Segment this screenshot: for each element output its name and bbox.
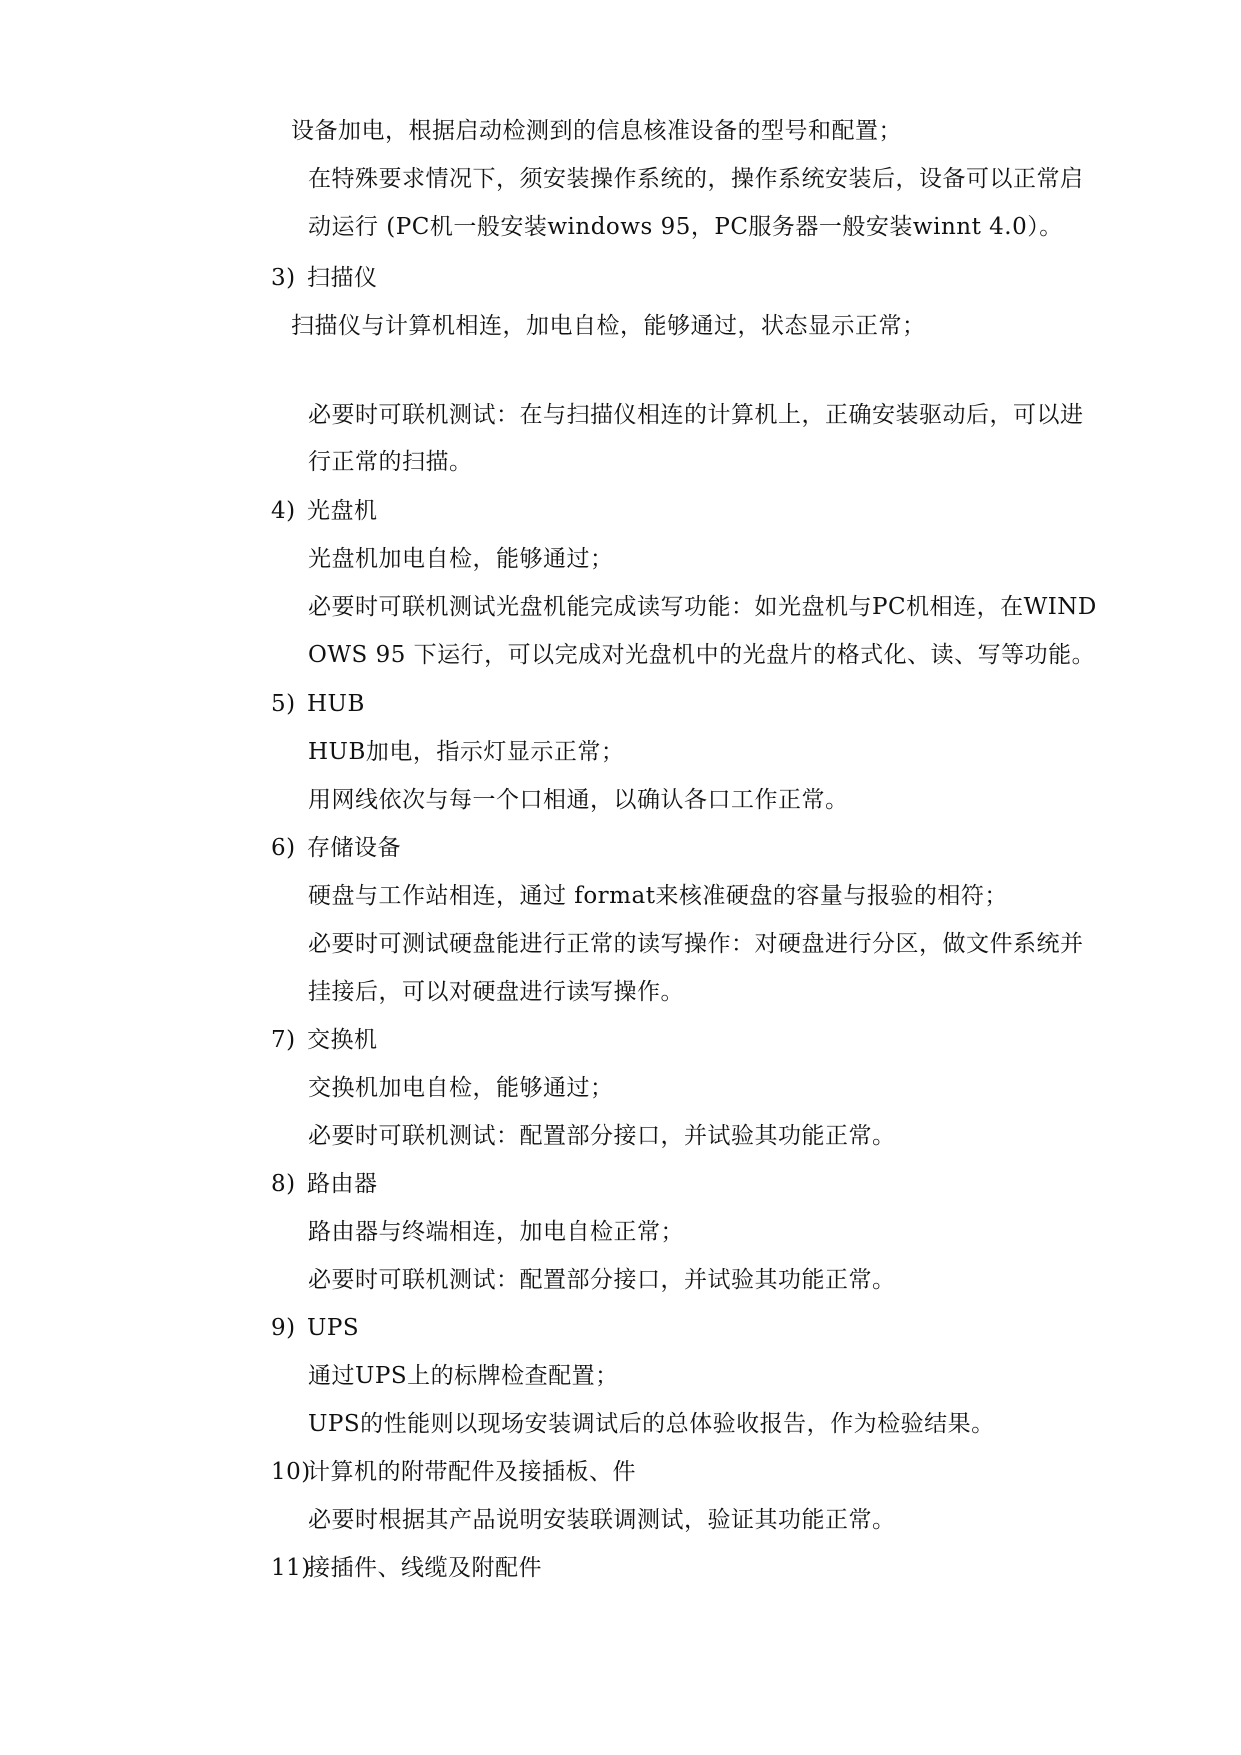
section-title: 路由器 [307, 1171, 378, 1197]
section-heading [271, 1169, 378, 1199]
section-title: 存储设备 [307, 835, 401, 861]
section-title: 光盘机 [307, 498, 378, 524]
paragraph-line: OWS 95 下运行，可以完成对光盘机中的光盘片的格式化、读、写等功能。 [308, 642, 1096, 668]
section-title: 交换机 [307, 1027, 378, 1053]
paragraph-line: 挂接后，可以对硬盘进行读写操作。 [308, 979, 684, 1005]
paragraph-line: HUB加电，指示灯显示正常； [308, 739, 625, 765]
paragraph-line: 必要时可联机测试光盘机能完成读写功能：如光盘机与PC机相连，在WIND [308, 594, 1097, 620]
paragraph-line: 必要时可联机测试：配置部分接口，并试验其功能正常。 [308, 1267, 896, 1293]
paragraph-line: 路由器与终端相连，加电自检正常； [308, 1219, 684, 1245]
section-title: 计算机的附带配件及接插板、件 [307, 1459, 636, 1485]
section-number: 3) [271, 265, 296, 291]
paragraph-line: 交换机加电自检，能够通过； [308, 1075, 614, 1101]
paragraph-line: 用网线依次与每一个口相通，以确认各口工作正常。 [308, 787, 849, 813]
section-heading [271, 1313, 359, 1343]
paragraph-line: 硬盘与工作站相连，通过 format来核准硬盘的容量与报验的相符； [308, 883, 1008, 909]
section-heading [271, 1457, 636, 1487]
paragraph-line: 通过UPS上的标牌检查配置； [308, 1363, 619, 1389]
paragraph-line: 在特殊要求情况下，须安装操作系统的，操作系统安装后，设备可以正常启 [308, 166, 1084, 192]
paragraph-line: 必要时可联机测试：配置部分接口，并试验其功能正常。 [308, 1123, 896, 1149]
section-heading [271, 1025, 378, 1055]
section-number: 11) [271, 1555, 311, 1581]
section-heading [271, 833, 401, 863]
paragraph-line: 设备加电，根据启动检测到的信息核准设备的型号和配置； [291, 118, 902, 144]
section-title: UPS [307, 1315, 360, 1341]
paragraph-line: 行正常的扫描。 [308, 449, 473, 475]
section-number: 9) [271, 1315, 296, 1341]
paragraph-line: 光盘机加电自检，能够通过； [308, 546, 614, 572]
section-number: 10) [271, 1459, 311, 1485]
section-heading [271, 263, 378, 293]
section-heading [271, 689, 365, 719]
paragraph-line: 必要时根据其产品说明安装联调测试，验证其功能正常。 [308, 1507, 896, 1533]
paragraph-line: 扫描仪与计算机相连，加电自检，能够通过，状态显示正常； [291, 313, 926, 339]
paragraph-line: UPS的性能则以现场安装调试后的总体验收报告，作为检验结果。 [308, 1411, 995, 1437]
section-number: 7) [271, 1027, 296, 1053]
section-heading [271, 1553, 542, 1583]
section-number: 6) [271, 835, 296, 861]
section-title: 扫描仪 [307, 265, 378, 291]
paragraph-line: 动运行 (PC机一般安装windows 95，PC服务器一般安装winnt 4.0）。 [308, 214, 1063, 240]
section-title: 接插件、线缆及附配件 [307, 1555, 542, 1581]
paragraph-line: 必要时可联机测试：在与扫描仪相连的计算机上，正确安装驱动后，可以进 [308, 402, 1084, 428]
section-number: 8) [271, 1171, 296, 1197]
section-number: 5) [271, 691, 296, 717]
section-heading [271, 496, 378, 526]
section-title: HUB [307, 691, 365, 717]
paragraph-line: 必要时可测试硬盘能进行正常的读写操作：对硬盘进行分区，做文件系统并 [308, 931, 1084, 957]
section-number: 4) [271, 498, 296, 524]
